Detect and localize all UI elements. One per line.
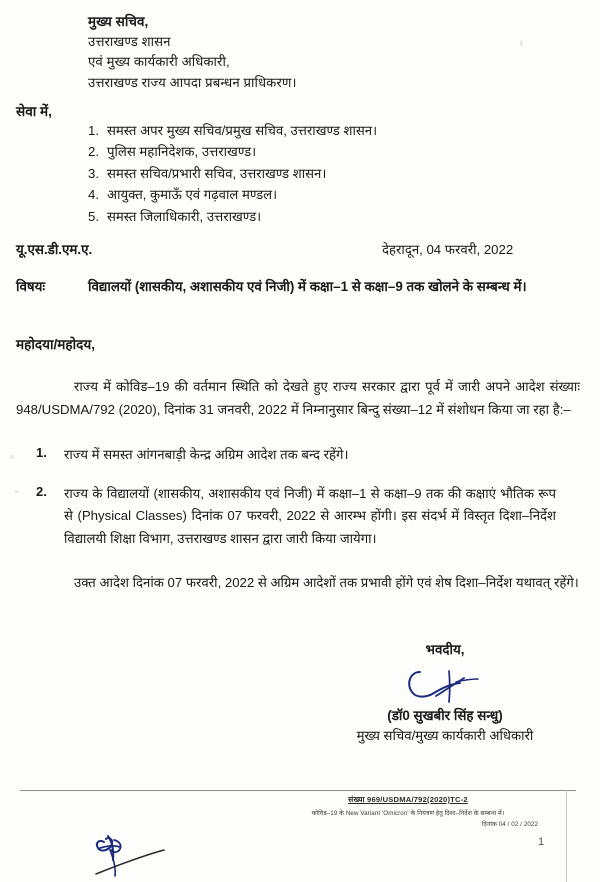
subject-row xyxy=(16,277,584,297)
organisation-label: यू.एस.डी.एम.ए. xyxy=(16,242,93,257)
handwritten-initial-icon xyxy=(86,828,206,880)
salutation: महोदया/महोदय, xyxy=(16,337,96,352)
signature-block xyxy=(300,640,590,744)
signatory-designation: मुख्य सचिव/मुख्य कार्यकारी अधिकारी xyxy=(356,728,534,743)
recipient-number: 1. xyxy=(88,123,99,138)
subject-text: विद्यालयों (शासकीय, अशासकीय एवं निजी) में कक्षा–1 से कक्षा–9 तक खोलने के सम्बन्ध में। xyxy=(88,279,527,294)
recipient-list xyxy=(88,120,377,227)
footer-reference xyxy=(250,795,566,805)
footer-reference-number: 969/USDMA/792(2020)TC-2 xyxy=(367,795,468,804)
recipient-number: 4. xyxy=(88,187,99,203)
paper-speck xyxy=(520,40,523,47)
list-item xyxy=(88,184,377,205)
footer-vertical-line xyxy=(566,790,567,882)
list-item xyxy=(88,206,377,227)
recipient-text: आयुक्त, कुमाऊँ एवं गढ़वाल मण्डल। xyxy=(107,187,278,203)
addressee-line-2: उत्तराखण्ड शासन xyxy=(88,34,171,50)
recipient-text: समस्त जिलाधिकारी, उत्तराखण्ड। xyxy=(107,208,262,224)
recipient-number: 3. xyxy=(88,165,99,181)
paper-speck xyxy=(14,490,19,493)
handwritten-signature-icon xyxy=(300,662,590,710)
footer-reference-prefix: संख्या xyxy=(348,795,365,804)
place-and-date: देहरादून, 04 फरवरी, 2022 xyxy=(382,242,514,257)
seva-label: सेवा में, xyxy=(16,104,52,119)
footer-subject-note: कोविड–19 के New Variant 'Omicron' के नियंत्रण हेतु दिशा–निर्देश के सम्बन्ध में। xyxy=(311,809,505,817)
recipient-text: समस्त अपर मुख्य सचिव/प्रमुख सचिव, उत्तराखण्ड शासन। xyxy=(107,123,378,138)
recipient-number: 2. xyxy=(88,144,99,160)
recipient-text: समस्त सचिव/प्रभारी सचिव, उत्तराखण्ड शासन। xyxy=(107,165,327,181)
list-item xyxy=(88,141,377,162)
page-number: 1 xyxy=(538,836,545,848)
addressee-line-1: मुख्य सचिव, xyxy=(88,14,149,29)
order-point-number: 2. xyxy=(36,483,47,499)
intro-paragraph: राज्य में कोविड–19 की वर्तमान स्थिति को देखते हुए राज्य सरकार द्वारा पूर्व में जारी अपने आदेश संख्याः 948/USDMA/792 (2020), दिनांक 31 जनवरी, 2022 में निम्नानुसार बिन्दु संख्या–12 में संशोधन किया जा रहा है:– xyxy=(16,379,580,417)
order-point-text: राज्य के विद्यालयों (शासकीय, अशासकीय एवं निजी) में कक्षा–1 से कक्षा–9 तक की कक्षाएं भौतिक रूप से (Physical Classes) दिनांक 07 फरवरी, 2022 से आरम्भ होंगी। इस संदर्भ में विस्तृत दिशा–निर्देश विद्यालयी शिक्षा विभाग, उत्तराखण्ड शासन द्वारा जारी किया जायेगा। xyxy=(64,485,556,547)
recipient-number: 5. xyxy=(88,208,99,224)
addressee-line-4: उत्तराखण्ड राज्य आपदा प्रबन्धन प्राधिकरण। xyxy=(88,74,297,90)
list-item xyxy=(88,163,377,184)
recipient-text: पुलिस महानिदेशक, उत्तराखण्ड। xyxy=(107,144,257,160)
order-point-text: राज्य में समस्त आंगनबाड़ी केन्द्र अग्रिम आदेश तक बन्द रहेंगे। xyxy=(64,447,349,462)
list-item xyxy=(88,120,377,141)
footer-reference-block xyxy=(250,795,566,828)
addressee-block xyxy=(88,12,297,93)
order-point xyxy=(36,483,584,551)
closing-paragraph: उक्त आदेश दिनांक 07 फरवरी, 2022 से अग्रिम आदेशों तक प्रभावी होंगे एवं शेष दिशा–निर्देश यथावत् रहेंगे। xyxy=(74,575,579,590)
yours-faithfully: भवदीय, xyxy=(425,642,465,657)
subject-label: विषयः xyxy=(16,279,46,294)
order-point-number: 1. xyxy=(36,445,47,460)
addressee-line-3: एवं मुख्य कार्यकारी अधिकारी, xyxy=(88,54,230,70)
footer-divider xyxy=(20,790,576,791)
order-points-list xyxy=(36,444,584,567)
footer-date: दिनांक 04 / 02 / 2022 xyxy=(481,820,538,828)
paper-speck xyxy=(10,455,14,459)
signatory-name: (डॉ0 सुखबीर सिंह सन्धु) xyxy=(387,708,503,723)
order-point xyxy=(36,444,584,467)
